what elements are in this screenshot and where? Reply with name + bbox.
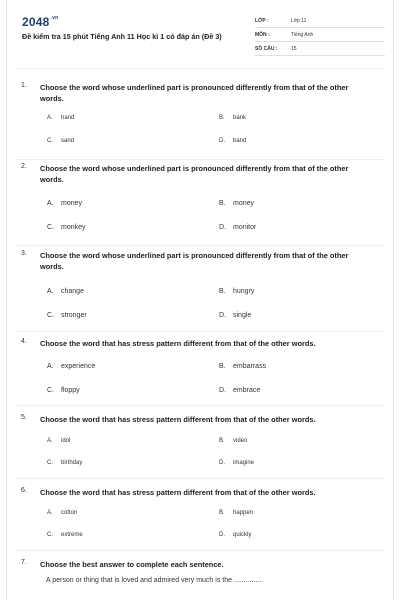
option-a[interactable]: A. idol bbox=[47, 438, 71, 444]
option-b[interactable]: B. hungry bbox=[219, 288, 255, 295]
meta-count bbox=[255, 45, 385, 55]
meta-underline bbox=[255, 27, 385, 28]
meta-value: 15 bbox=[291, 46, 297, 52]
site-logo[interactable] bbox=[22, 15, 58, 29]
meta-key: MÔN : bbox=[255, 32, 270, 38]
option-d[interactable]: D. monitor bbox=[219, 224, 257, 231]
question-divider bbox=[15, 159, 385, 160]
option-a[interactable]: A. change bbox=[47, 288, 84, 295]
question-divider bbox=[15, 331, 385, 332]
meta-key: LỚP : bbox=[255, 18, 269, 24]
question-text: Choose the word that has stress pattern different from that of the other words. bbox=[40, 339, 316, 348]
option-d[interactable]: D. embrace bbox=[219, 387, 261, 394]
option-a[interactable]: A. money bbox=[47, 200, 83, 207]
question-text: Choose the word whose underlined part is pronounced differently from that of the other words. bbox=[40, 251, 349, 271]
question-divider bbox=[15, 245, 385, 246]
question-number: 2. bbox=[21, 163, 27, 170]
option-d[interactable]: D. quickly bbox=[219, 532, 252, 538]
option-a[interactable]: A. hand bbox=[47, 115, 75, 121]
option-a[interactable]: A. experience bbox=[47, 363, 96, 370]
option-c[interactable]: C. birthday bbox=[47, 460, 83, 466]
option-b[interactable]: B. happen bbox=[219, 510, 254, 516]
document-header bbox=[7, 0, 393, 70]
question-number: 7. bbox=[21, 559, 27, 566]
option-b[interactable]: B. bank bbox=[219, 115, 247, 121]
logo-tld: .vn bbox=[50, 15, 59, 21]
option-c[interactable]: C. stronger bbox=[47, 312, 87, 319]
question-number: 5. bbox=[21, 414, 27, 421]
option-d[interactable]: D. single bbox=[219, 312, 252, 319]
option-c[interactable]: C. floppy bbox=[47, 387, 80, 394]
question-divider bbox=[15, 478, 385, 479]
option-d[interactable]: D. imagine bbox=[219, 460, 255, 466]
meta-value: Lớp 11 bbox=[291, 18, 307, 24]
meta-key: SỐ CÂU : bbox=[255, 46, 278, 52]
option-b[interactable]: B. money bbox=[219, 200, 255, 207]
question-text: Choose the word that has stress pattern different from that of the other words. bbox=[40, 488, 316, 497]
option-a[interactable]: A. cotton bbox=[47, 510, 78, 516]
option-c[interactable]: C. extreme bbox=[47, 532, 83, 538]
option-d[interactable]: D. band bbox=[219, 138, 247, 144]
logo-text: 2048 bbox=[22, 15, 50, 29]
question-number: 4. bbox=[21, 338, 27, 345]
question-divider bbox=[15, 550, 385, 551]
question-number: 3. bbox=[21, 250, 27, 257]
option-b[interactable]: B. video bbox=[219, 438, 248, 444]
header-divider bbox=[15, 68, 385, 69]
option-c[interactable]: C. monkey bbox=[47, 224, 86, 231]
meta-underline bbox=[255, 41, 385, 42]
meta-class bbox=[255, 17, 385, 27]
question-text: Choose the word whose underlined part is pronounced differently from that of the other words. bbox=[40, 83, 349, 103]
question-divider bbox=[15, 405, 385, 406]
question-text: Choose the word whose underlined part is pronounced differently from that of the other words. bbox=[40, 164, 349, 184]
meta-subject bbox=[255, 31, 385, 41]
option-c[interactable]: C. sand bbox=[47, 138, 75, 144]
meta-value: Tiếng Anh bbox=[291, 32, 314, 38]
meta-underline bbox=[255, 55, 385, 56]
document-page bbox=[6, 0, 394, 600]
question-sentence: A person or thing that is loved and admired very much is the ............... bbox=[46, 577, 264, 584]
question-number: 6. bbox=[21, 487, 27, 494]
page-title: Đề kiểm tra 15 phút Tiếng Anh 11 Học kì 1 có đáp án (Đề 3) bbox=[22, 32, 222, 41]
question-text: Choose the word that has stress pattern different from that of the other words. bbox=[40, 415, 316, 424]
option-b[interactable]: B. embarrass bbox=[219, 363, 267, 370]
question-text: Choose the best answer to complete each sentence. bbox=[40, 560, 224, 569]
question-number: 1. bbox=[21, 82, 27, 89]
